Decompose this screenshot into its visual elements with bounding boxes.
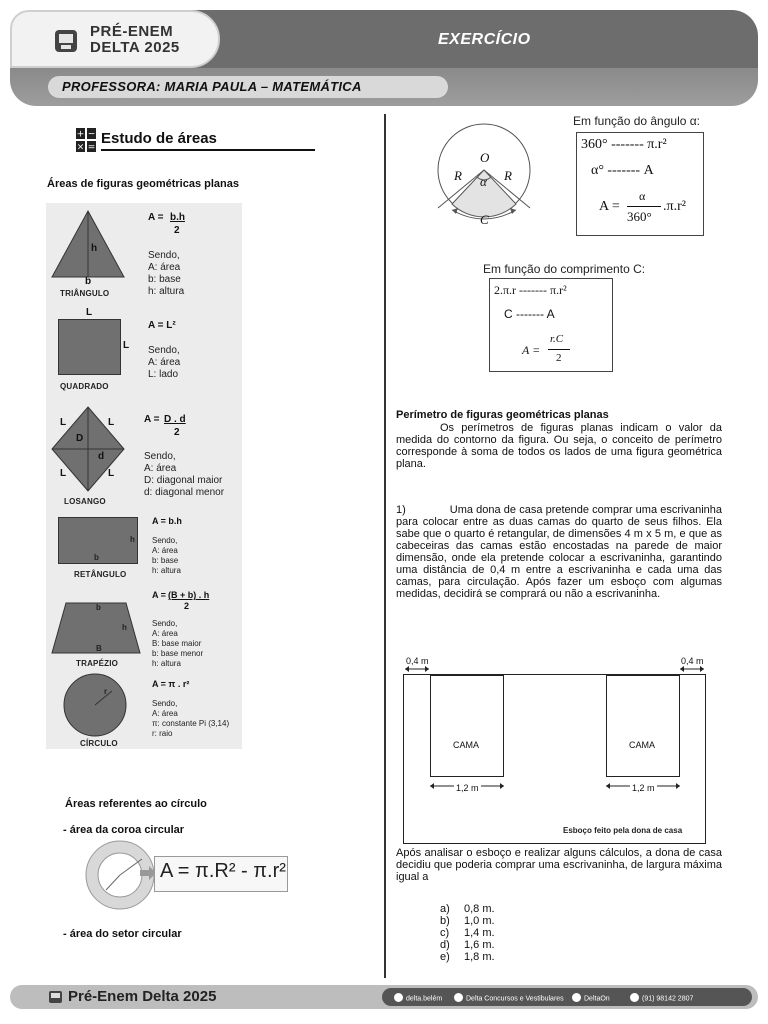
exercise-label: EXERCÍCIO <box>438 31 531 48</box>
trapezoid-formula-num: (B + b) . h <box>168 590 210 600</box>
circle-areas-title: Áreas referentes ao círculo <box>65 798 207 810</box>
svg-text:×: × <box>76 142 85 152</box>
rhombus-dim-l-2: L <box>108 417 115 428</box>
triangle-dim-h: h <box>91 243 98 254</box>
sketch-dim-left: 0,4 m <box>406 656 429 666</box>
angle-line-3-num: α <box>639 189 646 203</box>
sector-label: - área do setor circular <box>63 928 182 940</box>
square-dim-top: L <box>86 307 93 318</box>
brand-logo <box>10 10 220 68</box>
square-figure <box>58 319 121 375</box>
option-b[interactable]: b) 1,0 m. <box>440 915 495 927</box>
youtube-icon <box>572 993 581 1002</box>
trapezoid-formula-a: A = <box>152 590 166 600</box>
brand-line-1: PRÉ-ENEM <box>90 23 174 40</box>
rhombus-formula-num: D . d <box>164 414 186 425</box>
youtube-link[interactable]: DeltaOn <box>572 994 610 1003</box>
trapezoid-dim-B: B <box>96 644 102 653</box>
angle-line-3-b: .π.r² <box>663 199 686 214</box>
rectangle-desc: Sendo, A: área b: base h: altura <box>152 536 181 575</box>
triangle-figure <box>50 209 126 279</box>
option-d[interactable]: d) 1,6 m. <box>440 939 495 951</box>
page-header <box>10 10 758 106</box>
svg-text:−: − <box>87 129 96 140</box>
sketch-top-arrows <box>403 664 707 674</box>
svg-text:+: + <box>76 129 85 140</box>
question-paragraph: 1) Uma dona de casa pretende comprar uma escrivaninha para colocar entre as duas camas do quarto de seus filhos. Ela sabe que o quarto é retangular, de dimensões 4 m x 5 m, e que as cabeceiras das camas estão encostadas na parede de maior dimensão, onde ela pretende colocar a escrivaninha, garantindo uma distância de 0,4 m entre a escrivaninha e cada uma das camas, para circulação. Após fazer um esboço com algumas medidas, decidirá se comprará ou não a escrivaninha. <box>396 504 722 600</box>
whatsapp-icon <box>630 993 639 1002</box>
trapezoid-formula-den: 2 <box>184 601 190 611</box>
annulus-formula: A = π.R² - π.r² <box>160 860 286 882</box>
svg-text:=: = <box>87 142 96 152</box>
square-dim-right: L <box>123 340 130 351</box>
rhombus-desc: Sendo, A: área D: diagonal maior d: diagonal menor <box>144 451 225 498</box>
rhombus-dim-l-1: L <box>60 417 67 428</box>
length-line-3-a: A = <box>522 343 541 357</box>
rectangle-formula: A = b.h <box>152 516 182 526</box>
square-formula: A = L² <box>148 320 176 331</box>
angle-fraction-bar <box>627 206 661 207</box>
angle-line-3-a: A = <box>599 199 620 214</box>
square-label: QUADRADO <box>60 382 109 391</box>
page-footer <box>10 985 758 1009</box>
circle-formula: A = π . r² <box>152 679 190 689</box>
bed-right: CAMA <box>606 675 680 777</box>
rhombus-dim-l-3: L <box>60 468 67 479</box>
bed-left: CAMA <box>430 675 504 777</box>
after-sketch-paragraph: Após analisar o esboço e realizar alguns cálculos, a dona de casa decidiu que poderia comprar uma escrivaninha, de largura máxima igual a <box>396 847 722 883</box>
option-a[interactable]: a) 0,8 m. <box>440 903 495 915</box>
whatsapp-link[interactable]: (91) 98142 2807 <box>630 994 693 1003</box>
option-c[interactable]: c) 1,4 m. <box>440 927 495 939</box>
footer-brand: Pré-Enem Delta 2025 <box>68 988 217 1005</box>
room-sketch <box>403 674 706 844</box>
length-fraction-bar <box>548 349 570 350</box>
angle-caption: Em função do ângulo α: <box>573 114 701 128</box>
length-line-2: C ------- A <box>504 307 555 321</box>
rhombus-dim-D: D <box>76 433 84 444</box>
instagram-icon <box>394 993 403 1002</box>
trapezoid-dim-b: b <box>96 603 101 612</box>
triangle-desc: Sendo, A: área b: base h: altura <box>148 250 185 297</box>
sector-label-o: O <box>480 150 490 165</box>
teacher-label: PROFESSORA: MARIA PAULA – MATEMÁTICA <box>62 79 362 94</box>
trapezoid-desc: Sendo, A: área B: base maior b: base menor h: altura <box>152 619 204 668</box>
triangle-formula-a: A = <box>148 212 164 223</box>
section-title: Estudo de áreas <box>101 130 217 147</box>
rectangle-label: RETÂNGULO <box>74 570 127 579</box>
calculator-icon <box>76 128 96 152</box>
angle-line-3-den: 360° <box>627 209 652 224</box>
length-formula-box <box>489 278 613 372</box>
length-caption: Em função do comprimento C: <box>483 262 646 276</box>
triangle-formula-num: b.h <box>170 212 185 223</box>
square-desc: Sendo, A: área L: lado <box>148 345 181 380</box>
length-line-3-den: 2 <box>556 352 562 364</box>
sketch-caption: Esboço feito pela dona de casa <box>563 826 683 835</box>
circle-dim-r: r <box>104 687 108 696</box>
length-line-3-num: r.C <box>550 333 564 345</box>
angle-line-2: α° ------- A <box>591 163 654 178</box>
sector-label-c: C <box>480 212 489 227</box>
rhombus-dim-l-4: L <box>108 468 115 479</box>
shapes-panel <box>46 203 242 749</box>
sector-label-r-right: R <box>504 168 512 183</box>
perimeter-title: Perímetro de figuras geométricas planas <box>396 409 609 421</box>
trapezoid-dim-h: h <box>122 623 127 632</box>
angle-formula-box <box>576 132 704 236</box>
footer-social-bar <box>382 988 752 1006</box>
title-underline <box>101 149 315 151</box>
delta-logo-icon <box>52 26 82 56</box>
annulus-label: - área da coroa circular <box>63 824 185 836</box>
rhombus-dim-d: d <box>98 451 105 462</box>
bed-left-width: 1,2 m <box>456 783 479 793</box>
triangle-formula-den: 2 <box>174 225 180 236</box>
rhombus-formula-den: 2 <box>174 427 180 438</box>
column-divider <box>384 114 386 978</box>
length-line-1: 2.π.r ------- π.r² <box>494 283 567 297</box>
rectangle-dim-h: h <box>130 535 135 544</box>
sector-label-r-left: R <box>454 168 462 183</box>
perimeter-paragraph: Os perímetros de figuras planas indicam o valor da medida do contorno da figura. Ou seja, o conceito de perímetro corresponde à soma de todos os lados de uma figura geométrica plana. <box>396 422 722 470</box>
circle-label: CÍRCULO <box>80 739 118 748</box>
rhombus-formula-a: A = <box>144 414 160 425</box>
rectangle-dim-b: b <box>94 553 99 562</box>
facebook-icon <box>454 993 463 1002</box>
areas-subtitle: Áreas de figuras geométricas planas <box>47 178 239 190</box>
trapezoid-label: TRAPÉZIO <box>76 659 119 668</box>
header-band <box>10 68 758 106</box>
bed-right-width: 1,2 m <box>632 783 655 793</box>
answer-options <box>440 903 495 963</box>
delta-logo-icon <box>48 989 64 1005</box>
circle-figure <box>60 673 130 737</box>
facebook-link[interactable]: Delta Concursos e Vestibulares <box>454 994 564 1003</box>
instagram-link[interactable]: delta.belém <box>394 994 442 1003</box>
sector-label-alpha: α <box>480 174 487 189</box>
rhombus-label: LOSANGO <box>64 497 106 506</box>
angle-line-1: 360° ------- π.r² <box>581 137 667 152</box>
sketch-dim-right: 0,4 m <box>681 656 704 666</box>
brand-line-2: DELTA 2025 <box>90 39 180 56</box>
option-e[interactable]: e) 1,8 m. <box>440 951 495 963</box>
circle-desc: Sendo, A: área π: constante Pi (3,14) r: raio <box>152 699 230 738</box>
triangle-label: TRIÂNGULO <box>60 289 110 298</box>
triangle-dim-b: b <box>85 276 92 287</box>
